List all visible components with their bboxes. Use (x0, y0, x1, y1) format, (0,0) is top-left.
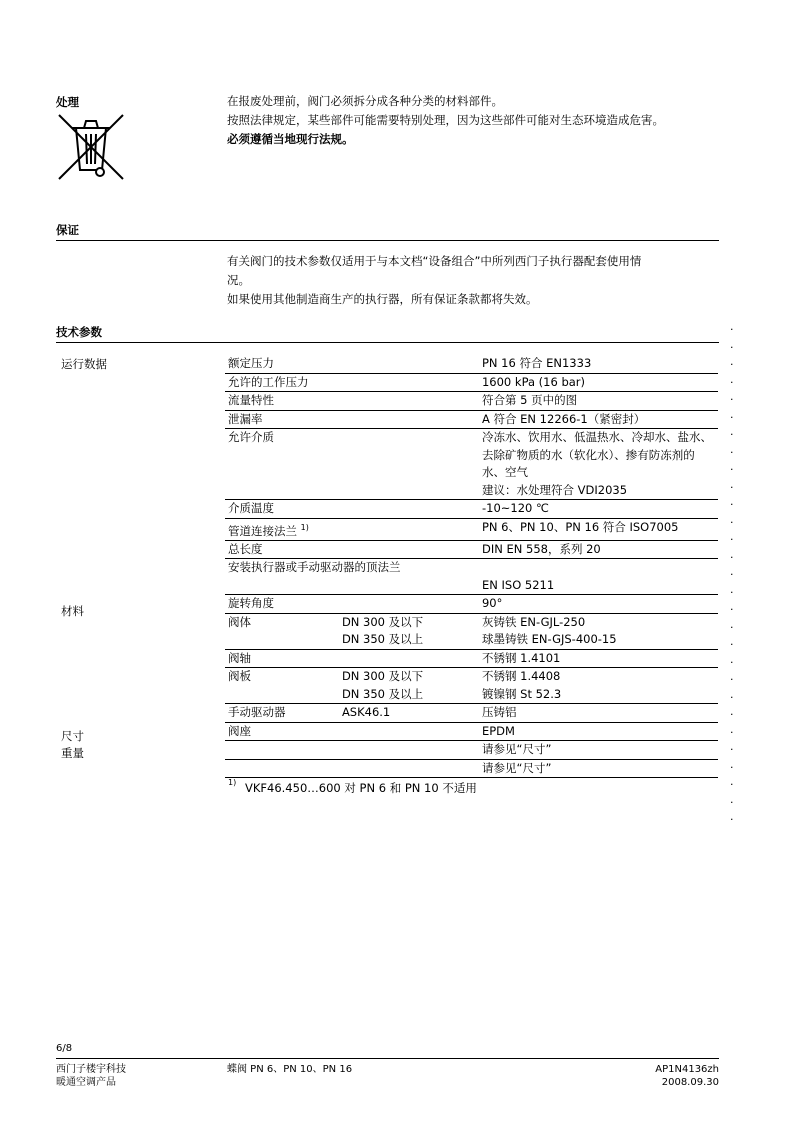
tech-table (225, 355, 718, 778)
group-label-weight: 重量 (61, 746, 84, 760)
param-value: EN ISO 5211 (479, 577, 718, 595)
warranty-line: 如果使用其他制造商生产的执行器，所有保证条款都将失效。 (227, 292, 538, 306)
param-name: 流量特性 (225, 392, 479, 411)
table-row (225, 704, 718, 723)
param-size: DN 300 及以下 (341, 669, 424, 684)
warranty-rule (56, 240, 719, 241)
param-size: ASK46.1 (339, 704, 479, 723)
param-value: 1600 kPa (16 bar) (479, 373, 718, 392)
group-label-material: 材料 (61, 604, 84, 618)
table-row (225, 518, 718, 540)
param-value: 镀镍钢 St 52.3 (479, 686, 718, 704)
param-name: 允许的工作压力 (225, 373, 479, 392)
company-line: 暖通空调产品 (56, 1077, 116, 1088)
table-row (225, 613, 718, 631)
param-value: PN 6、PN 10、PN 16 符合 ISO7005 (479, 518, 718, 540)
disposal-line: 按照法律规定，某些部件可能需要特别处理，因为这些部件可能对生态环境造成危害。 (227, 113, 664, 127)
table-row (225, 649, 718, 668)
table-row (225, 429, 718, 500)
table-row (225, 741, 718, 760)
warranty-line: 有关阀门的技术参数仅适用于与本文档“设备组合”中所列西门子执行器配套使用情 (227, 254, 642, 268)
table-row (225, 540, 718, 559)
tech-heading: 技术参数 (56, 325, 102, 339)
disposal-heading: 处理 (56, 95, 79, 109)
param-name: 阀轴 (225, 649, 479, 668)
warranty-line: 况。 (227, 273, 250, 287)
param-name: 手动驱动器 (225, 704, 339, 723)
param-value: 不锈钢 1.4408 (481, 669, 561, 684)
table-row (225, 686, 718, 704)
table-row (225, 355, 718, 373)
table-row (225, 373, 718, 392)
param-value: -10~120 ℃ (479, 500, 718, 519)
param-value: 不锈钢 1.4101 (479, 649, 718, 668)
param-name: 额定压力 (225, 355, 479, 373)
table-row (225, 722, 718, 741)
param-value: 压铸铝 (479, 704, 718, 723)
param-value: A 符合 EN 12266-1（紧密封） (479, 410, 718, 429)
margin-dots: . . . . . . . . . . . . . . . . . . . . . . . . . . . . . (730, 320, 734, 823)
table-row (225, 759, 718, 778)
param-name: 泄漏率 (225, 410, 479, 429)
param-size: DN 350 及以上 (339, 631, 479, 649)
footnote-ref: 1) (300, 522, 309, 532)
company-line: 西门子楼宇科技 (56, 1064, 126, 1075)
param-value: 符合第 5 页中的图 (479, 392, 718, 411)
table-row (225, 631, 718, 649)
table-row (225, 410, 718, 429)
param-name: 介质温度 (225, 500, 479, 519)
param-value: DIN EN 558，系列 20 (479, 540, 718, 559)
param-name-text: 管道连接法兰 (228, 523, 297, 538)
footnote-mark: 1) (228, 778, 237, 787)
footer-rule (56, 1058, 719, 1059)
product-name: 蝶阀 PN 6、PN 10、PN 16 (227, 1064, 353, 1075)
table-row (225, 668, 718, 686)
doc-info (655, 1063, 719, 1089)
group-label-dimensions: 尺寸 (61, 729, 84, 743)
table-row (225, 559, 718, 577)
tech-rule (56, 342, 719, 343)
param-size: DN 350 及以上 (339, 686, 479, 704)
table-row (225, 500, 718, 519)
media-list: 冷冻水、饮用水、低温热水、冷却水、盐水、去除矿物质的水（软化水）、掺有防冻剂的水、空气 (481, 430, 712, 479)
param-value: EPDM (479, 722, 718, 741)
param-name: 阀板 (228, 669, 251, 684)
table-row (225, 392, 718, 411)
warranty-heading: 保证 (56, 223, 79, 237)
table-row (225, 595, 718, 614)
param-name: 总长度 (225, 540, 479, 559)
group-label-operating: 运行数据 (61, 357, 107, 371)
doc-date: 2008.09.30 (661, 1077, 719, 1088)
disposal-text (227, 92, 717, 149)
param-value: 请参见“尺寸” (479, 759, 718, 778)
warranty-text (227, 252, 717, 309)
param-value (479, 429, 718, 500)
param-name: 允许介质 (225, 429, 479, 500)
param-value: 灰铸铁 EN-GJL-250 (481, 614, 586, 629)
param-name: 阀座 (225, 722, 479, 741)
disposal-line: 必须遵循当地现行法规。 (227, 132, 354, 146)
param-name: 旋转角度 (225, 595, 479, 614)
param-name (225, 518, 479, 540)
doc-id: AP1N4136zh (655, 1064, 719, 1075)
param-value: PN 16 符合 EN1333 (479, 355, 718, 373)
disposal-line: 在报废处理前，阀门必须拆分成各种分类的材料部件。 (227, 94, 503, 108)
param-value: 请参见“尺寸” (479, 741, 718, 760)
footnote-text: VKF46.450…600 对 PN 6 和 PN 10 不适用 (245, 781, 477, 795)
param-size: DN 300 及以下 (341, 614, 424, 629)
param-name: 阀体 (228, 614, 251, 629)
crossed-out-wheelie-bin-icon (56, 112, 126, 182)
param-name: 安装执行器或手动驱动器的顶法兰 (228, 560, 401, 575)
table-row (225, 577, 718, 595)
page-number: 6/8 (56, 1043, 73, 1054)
company-name (56, 1063, 126, 1089)
param-value: 球墨铸铁 EN-GJS-400-15 (479, 631, 718, 649)
param-value: 90° (479, 595, 718, 614)
media-recommendation: 建议：水处理符合 VDI2035 (481, 482, 628, 497)
